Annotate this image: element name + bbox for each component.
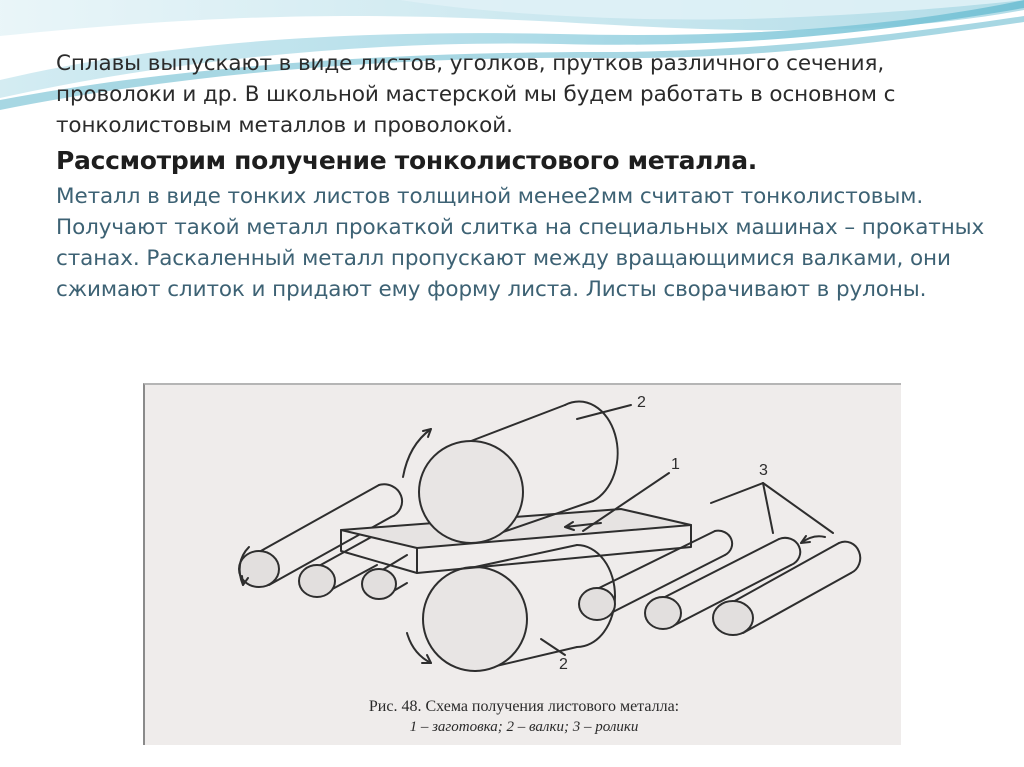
body-paragraph: Металл в виде тонких листов толщиной менее2мм считают тонколистовым. Получают такой металл прокаткой слитка на специальных машинах – прокатных станах. Раскаленный металл пропускают между вращающимися валками, они сжимают слиток и придают ему форму листа. Листы сворачивают в рулоны. [56,184,985,302]
label-workpiece: 1 [671,456,680,473]
caption-title: Рис. 48. Схема получения листового металла: [368,698,680,715]
slide-content [56,48,986,305]
right-roller-back [713,542,860,635]
caption-legend: 1 – заготовка; 2 – валки; 3 – ролики [409,719,639,735]
leader-line-3c [763,483,833,533]
left-roller-front [362,555,407,599]
leader-line-3a [711,483,763,503]
figure-caption [145,697,903,737]
leader-line-3b [763,483,773,533]
rolling-mill-diagram [145,385,903,695]
label-rolls-bottom: 2 [559,656,568,673]
rolling-mill-figure [143,383,901,745]
section-heading: Рассмотрим получение тонколистового металла. [56,146,757,175]
label-rollers: 3 [759,462,768,479]
intro-paragraph: Сплавы выпускают в виде листов, уголков, прутков различного сечения, проволоки и др. В школьной мастерской мы будем работать в основном с тонколистовым металлов и проволокой. [56,51,896,138]
leader-line-2-top [577,405,631,419]
label-rolls-top: 2 [637,394,646,411]
